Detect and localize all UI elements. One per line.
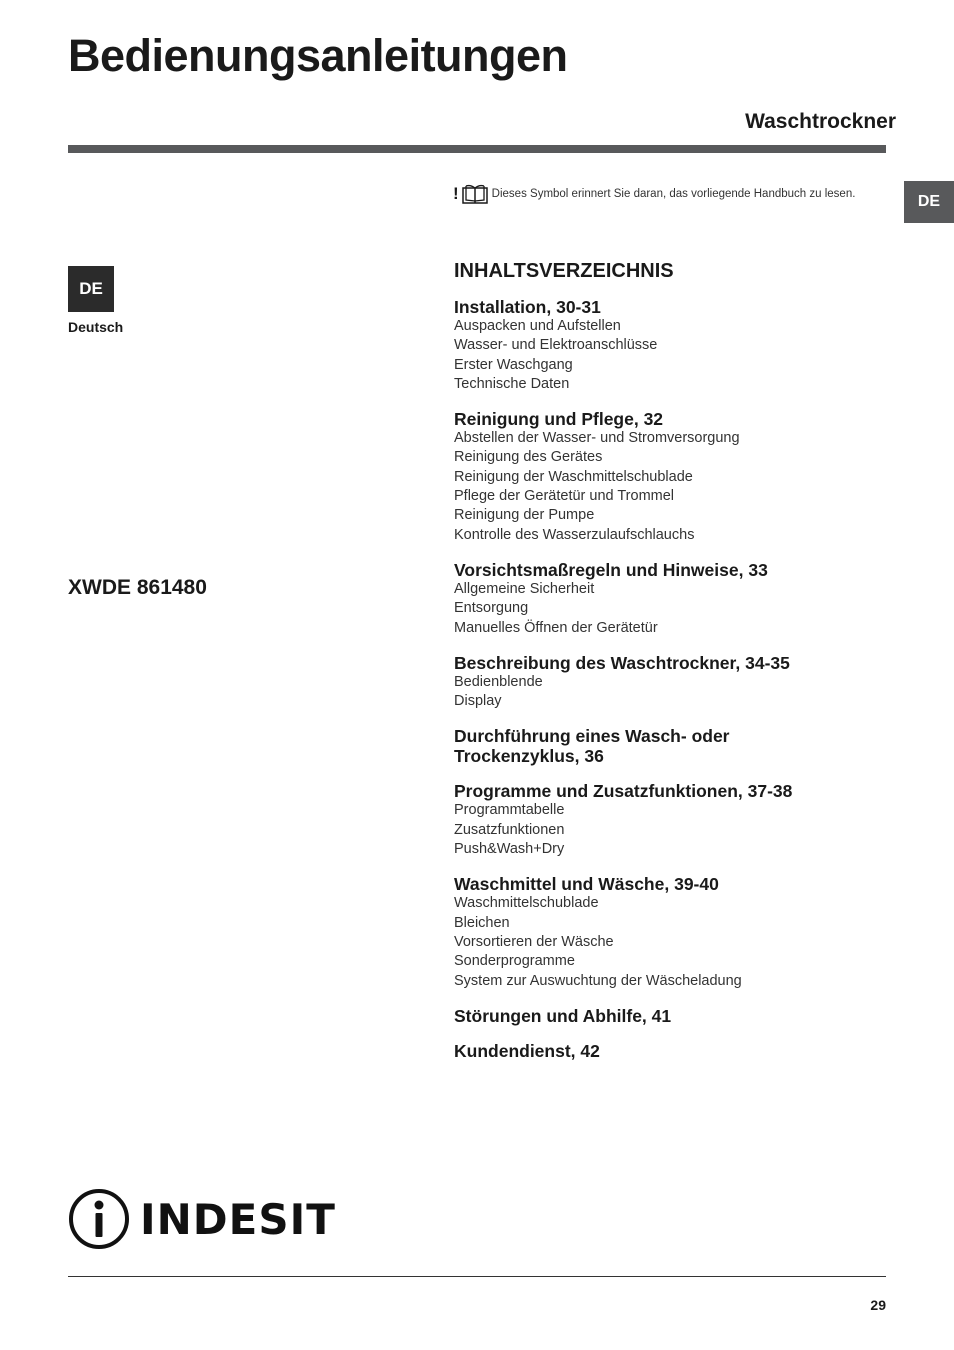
language-name: Deutsch <box>68 319 124 335</box>
toc-item: Allgemeine Sicherheit <box>454 580 595 597</box>
toc-item: Erster Waschgang <box>454 356 573 373</box>
toc-item: Entsorgung <box>454 600 529 617</box>
toc-item: Waschmittelschublade <box>454 895 599 912</box>
footer-divider <box>68 1276 886 1277</box>
manual-symbol-note <box>453 184 855 204</box>
toc-item: Bedienblende <box>454 673 543 690</box>
toc-item: Pflege der Gerätetür und Trommel <box>454 488 675 505</box>
toc-section <box>454 726 894 766</box>
toc-section-title: Beschreibung des Waschtrockner, 34-35 <box>454 652 790 673</box>
toc-section-title: Störungen und Abhilfe, 41 <box>454 1005 672 1026</box>
open-book-icon <box>462 184 488 204</box>
toc-item-list <box>454 801 894 859</box>
toc-sections <box>454 297 894 1061</box>
toc-item: Programmtabelle <box>454 802 565 819</box>
toc-item: Bleichen <box>454 914 510 931</box>
indesit-i-logo-icon <box>68 1188 130 1250</box>
toc-section-title: Durchführung eines Wasch- oder Trockenzyklus, 36 <box>454 726 730 767</box>
toc-item: System zur Auswuchtung der Wäscheladung <box>454 972 742 989</box>
toc-item-list <box>454 429 894 545</box>
toc-section-title: Reinigung und Pflege, 32 <box>454 409 664 430</box>
toc-item-list <box>454 894 894 990</box>
toc-section <box>454 1006 894 1026</box>
toc-section <box>454 1041 894 1061</box>
toc-section-title: Waschmittel und Wäsche, 39-40 <box>454 874 719 895</box>
language-side-tab: DE <box>904 181 954 223</box>
toc-section-title: Kundendienst, 42 <box>454 1040 600 1061</box>
brand-logo <box>68 1188 336 1250</box>
toc-item: Technische Daten <box>454 375 570 392</box>
toc-section <box>454 409 894 545</box>
toc-section <box>454 297 894 394</box>
toc-item: Manuelles Öffnen der Gerätetür <box>454 619 658 636</box>
toc-item: Auspacken und Aufstellen <box>454 318 621 334</box>
header-divider <box>68 145 886 153</box>
toc-item-list <box>454 580 894 638</box>
toc-item: Reinigung des Gerätes <box>454 449 603 466</box>
toc-item-list <box>454 317 894 394</box>
toc-item: Wasser- und Elektroanschlüsse <box>454 337 658 354</box>
language-code-badge: DE <box>68 266 114 312</box>
toc-section <box>454 560 894 638</box>
toc-item: Display <box>454 693 502 710</box>
toc-section-title: Vorsichtsmaßregeln und Hinweise, 33 <box>454 559 768 580</box>
toc-section <box>454 781 894 859</box>
toc-item: Push&Wash+Dry <box>454 841 565 858</box>
page-number: 29 <box>870 1297 886 1313</box>
toc-item: Sonderprogramme <box>454 953 575 970</box>
toc-item-list <box>454 673 894 712</box>
toc-item: Kontrolle des Wasserzulaufschlauchs <box>454 526 695 543</box>
toc-item: Reinigung der Waschmittelschublade <box>454 468 693 485</box>
toc-section-title: Installation, 30-31 <box>454 297 601 317</box>
toc-item: Zusatzfunktionen <box>454 821 565 838</box>
page-title: Bedienungsanleitungen <box>68 30 568 81</box>
toc-item: Vorsortieren der Wäsche <box>454 933 614 950</box>
toc-section <box>454 874 894 990</box>
brand-wordmark: INDESIT <box>140 1194 336 1244</box>
product-type-subtitle: Waschtrockner <box>745 110 896 133</box>
symbol-note-text: Dieses Symbol erinnert Sie daran, das vorliegende Handbuch zu lesen. <box>491 188 856 200</box>
toc-heading: INHALTSVERZEICHNIS <box>454 260 674 282</box>
exclamation-mark: ! <box>453 184 459 203</box>
toc-section-title: Programme und Zusatzfunktionen, 37-38 <box>454 781 793 802</box>
toc-item: Abstellen der Wasser- und Stromversorgung <box>454 430 740 447</box>
toc-item: Reinigung der Pumpe <box>454 507 595 524</box>
model-number: XWDE 861480 <box>68 576 207 599</box>
toc-section <box>454 653 894 712</box>
table-of-contents <box>454 260 894 1076</box>
